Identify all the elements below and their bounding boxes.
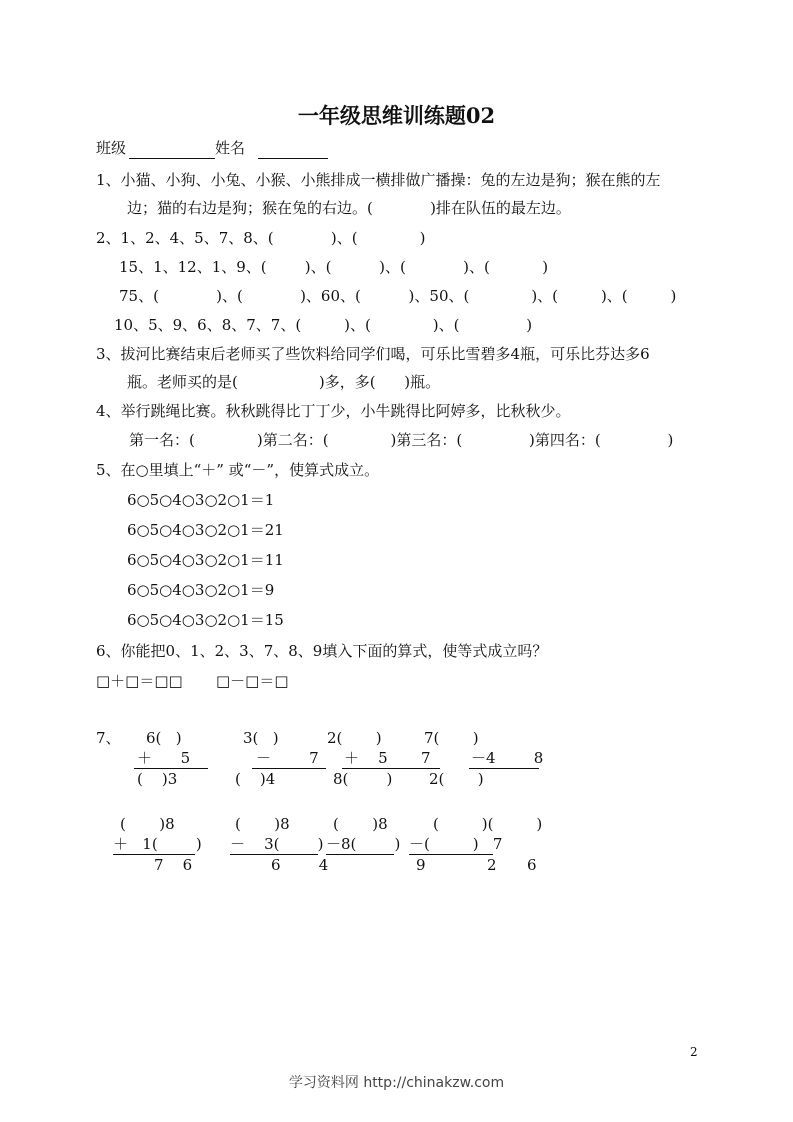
q7-r2-result-2: 6 4 (271, 856, 329, 874)
class-label: 班级 (96, 139, 127, 157)
page-number: 2 (690, 1045, 698, 1059)
question-1-line-1: 1、小猫、小狗、小兔、小猴、小熊排成一横排做广播操：兔的左边是狗；猴在熊的左 (96, 171, 661, 189)
q7-r2-top-4: ( )( ) (433, 815, 543, 833)
q7-r1-top-4: 7( ) (424, 729, 479, 747)
q7-r2-op-1: ＋ 1( ) (113, 835, 202, 853)
name-label: 姓名 (215, 139, 246, 157)
q7-r2-top-3: ( )8 (333, 815, 388, 833)
q7-r2-op-2: － 3( ) (230, 835, 324, 853)
question-6-equation-1: □＋□＝□□ (96, 672, 183, 690)
question-5-equation-2: 6○5○4○3○2○1＝21 (127, 521, 284, 539)
q7-r1-rule-4 (469, 768, 539, 769)
site-footer: 学习资料网 http://chinakzw.com (288, 1075, 505, 1091)
q7-r1-rule-1 (134, 768, 208, 769)
q7-r2-result-3: 9 (416, 856, 426, 874)
question-4-line-2: 第一名：( )第二名：( )第三名：( )第四名：( ) (129, 431, 674, 449)
class-blank (129, 158, 215, 159)
q7-r1-rule-3 (342, 768, 440, 769)
q7-r1-op-2: － 7 (256, 749, 319, 767)
question-5-equation-4: 6○5○4○3○2○1＝9 (127, 581, 275, 599)
q7-r2-rule-2 (230, 854, 318, 855)
question-4-line-1: 4、举行跳绳比赛。秋秋跳得比丁丁少，小牛跳得比阿婷多，比秋秋少。 (96, 402, 571, 420)
question-2-line-2: 15、1、12、1、9、( )、( )、( )、( ) (119, 258, 549, 276)
q7-r1-op-4: －4 8 (471, 749, 544, 767)
question-1-line-2: 边；猫的右边是狗；猴在兔的右边。( )排在队伍的最左边。 (127, 199, 571, 217)
question-5-equation-5: 6○5○4○3○2○1＝15 (127, 611, 284, 629)
q7-r2-op-4: －( ) 7 (409, 835, 503, 853)
q7-r2-rule-1 (113, 854, 195, 855)
q7-r2-rule-4 (409, 854, 493, 855)
q7-r1-top-2: 3( ) (243, 729, 279, 747)
q7-r1-top-1: 6( ) (146, 729, 182, 747)
question-6-equation-2: □－□＝□ (216, 672, 289, 690)
q7-r2-result-1: 7 6 (154, 856, 193, 874)
q7-r1-op-1: ＋ 5 (137, 749, 191, 767)
question-2-line-4: 10、5、9、6、8、7、7、( )、( )、( ) (114, 316, 533, 334)
question-6-intro: 6、你能把0、1、2、3、7、8、9填入下面的算式，使等式成立吗？ (96, 642, 548, 660)
page-title: 一年级思维训练题02 (297, 103, 496, 128)
question-7-label: 7、 (96, 729, 121, 747)
q7-r1-result-1: ( )3 (137, 770, 178, 788)
q7-r1-result-3: 8( ) (333, 770, 393, 788)
q7-r1-op-3: ＋ 5 7 (344, 749, 431, 767)
q7-r2-op-3: －8( ) (326, 835, 401, 853)
question-2-line-3: 75、( )、( )、60、( )、50、( )、( )、( ) (119, 287, 677, 305)
question-5-equation-3: 6○5○4○3○2○1＝11 (127, 551, 284, 569)
q7-r1-top-3: 2( ) (327, 729, 382, 747)
q7-r2-rule-3 (326, 854, 394, 855)
q7-r1-result-2: ( )4 (235, 770, 276, 788)
q7-r1-result-4: 2( ) (429, 770, 484, 788)
q7-r2-result-4: 2 (487, 856, 497, 874)
q7-r2-top-2: ( )8 (235, 815, 290, 833)
q7-r2-result-5: 6 (527, 856, 537, 874)
name-blank (258, 158, 328, 159)
q7-r2-top-1: ( )8 (120, 815, 175, 833)
question-5-equation-1: 6○5○4○3○2○1＝1 (127, 491, 275, 509)
question-3-line-1: 3、拔河比赛结束后老师买了些饮料给同学们喝，可乐比雪碧多4瓶，可乐比芬达多6 (96, 345, 650, 363)
question-2-line-1: 2、1、2、4、5、7、8、( )、( ) (96, 229, 426, 247)
question-5-intro: 5、在○里填上“＋” 或“－”，使算式成立。 (96, 461, 380, 479)
q7-r1-rule-2 (252, 768, 326, 769)
question-3-line-2: 瓶。老师买的是( )多，多( )瓶。 (127, 373, 441, 391)
